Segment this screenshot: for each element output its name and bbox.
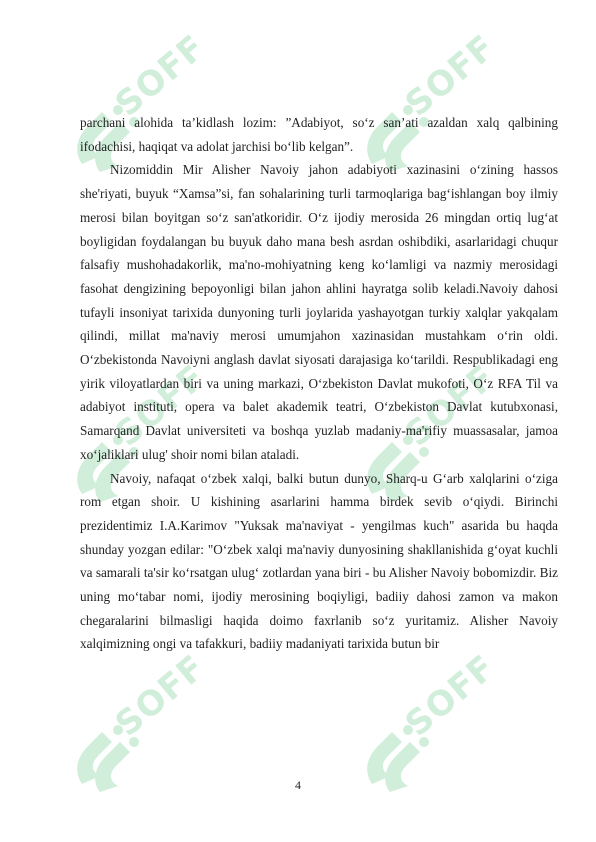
watermark-text: SOFF	[398, 357, 504, 455]
page-number: 4	[295, 778, 301, 792]
watermark-text: SOFF	[398, 27, 504, 125]
watermark-text: SOFF	[108, 27, 214, 125]
paragraph-continuation: parchani alohida ta’kidlash lozim: ”Adabiyot, so‘z san’ati azaldan xalq qalbining ifodachisi, haqiqat va adolat jarchisi bo‘lib kelgan”.	[80, 115, 558, 154]
paragraph-navoiy-heritage: Nizomiddin Mir Alisher Navoiy jahon adabiyoti xazinasini o‘zining hassos she'riyati, buyuk “Xamsa”si, fan sohalarining turli tarmoqlariga bag‘ishlangan boy ilmiy merosi bilan boyitgan so‘z san'atkoridir. O‘z ijodiy merosida 26 mingdan ortiq lug‘at boyligidan foydalangan bu buyuk daho mana besh asrdan oshibdiki, asarlaridagi chuqur falsafiy mushohadakorlik, ma'no-mohiyatning keng ko‘lamligi va nazmiy merosidagi fasohat dengizining bepoyonligi bilan jahon ahlini hayratga solib keladi.Navoiy dahosi tufayli insoniyat tarixida dunyoning turli joylarida yashayotgan turkiy xalqlar yakqalam qilindi, millat ma'naviy merosi umumjahon xazinasidan mustahkam o‘rin oldi. O‘zbekistonda Navoiyni anglash davlat siyosati darajasiga ko‘tarildi. Respublikadagi eng yirik viloyatlardan biri va uning markazi, O‘zbekiston Davlat mukofoti, O‘z RFA Til va adabiyot instituti, opera va balet akademik teatri, O‘zbekiston Davlat kutubxonasi, Samarqand Davlat universiteti va boshqa yuzlab madaniy-ma'rifiy muassasalar, jamoa xo‘jaliklari ulug' shoir nomi bilan ataladi.	[80, 162, 558, 462]
document-body	[80, 111, 558, 656]
watermark-text: SOFF	[108, 647, 214, 745]
watermark-text: SOFF	[108, 357, 214, 455]
paragraph-navoiy-poet: Navoiy, nafaqat o‘zbek xalqi, balki butun dunyo, Sharq-u G‘arb xalqlarini o‘ziga rom etgan shoir. U kishining asarlarini hamma birdek sevib o‘qiydi. Birinchi prezidentimiz I.A.Karimov "Yuksak ma'naviyat - yengilmas kuch" asarida bu haqda shunday yozgan edilar: "O‘zbek xalqi ma'naviy dunyosining shakllanishida g‘oyat kuchli va samarali ta'sir ko‘rsatgan ulug‘ zotlardan yana biri - bu Alisher Navoiy bobomizdir. Biz uning mo‘tabar nomi, ijodiy merosining boqiyligi, badiiy dahosi zamon va makon chegaralarini bilmasligi haqida doimo faxrlanib so‘z yuritamiz. Alisher Navoiy xalqimizning ongi va tafakkuri, badiiy madaniyati tarixida butun bir	[80, 470, 558, 652]
watermark-text: SOFF	[398, 647, 504, 745]
